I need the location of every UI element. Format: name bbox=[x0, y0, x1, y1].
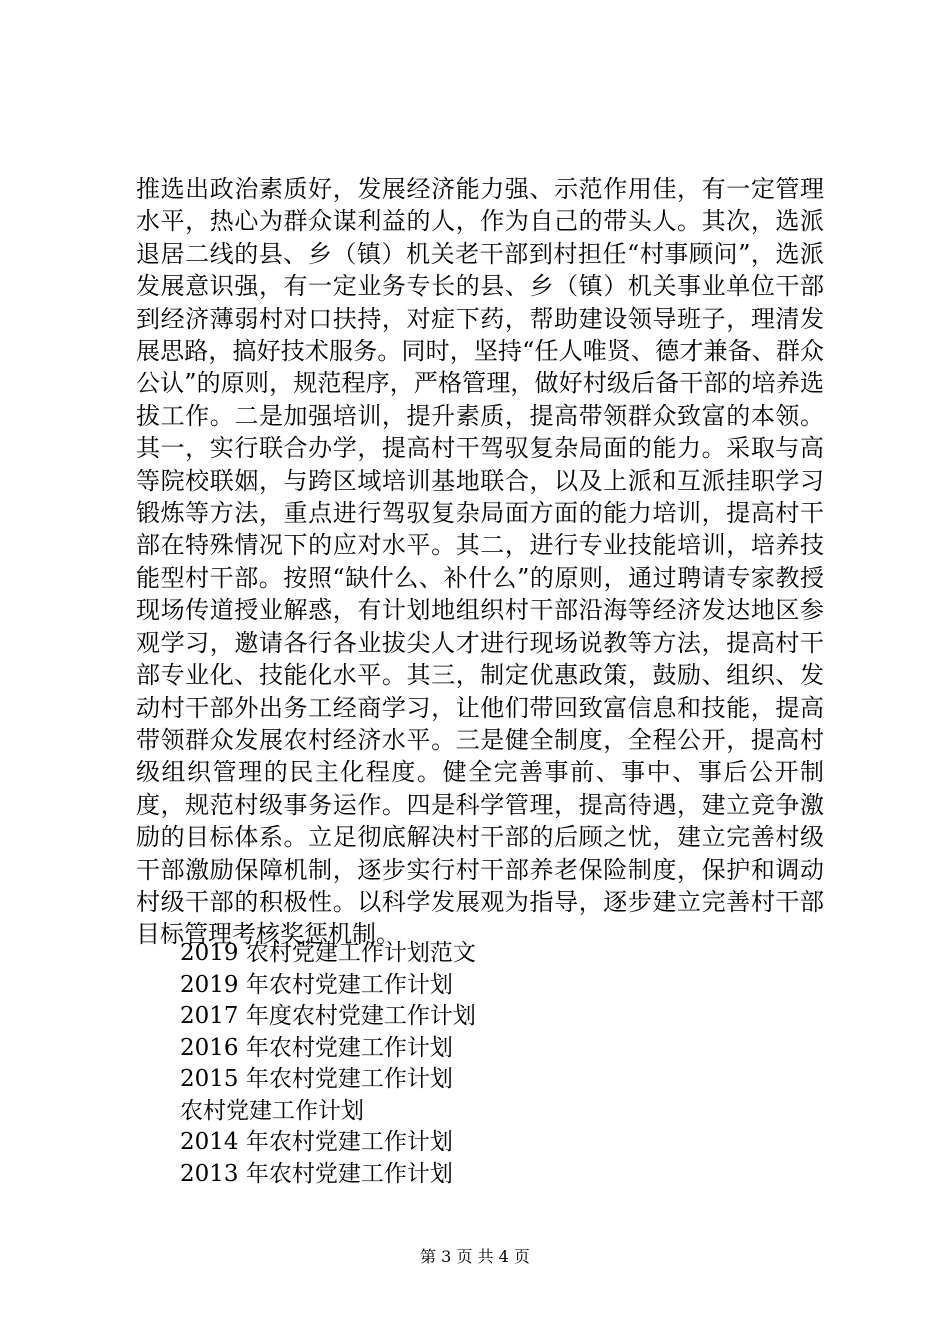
related-link[interactable]: 2017 年度农村党建工作计划 bbox=[180, 1003, 476, 1029]
related-link[interactable]: 农村党建工作计划 bbox=[180, 1097, 364, 1124]
related-link[interactable]: 2013 年农村党建工作计划 bbox=[180, 1160, 453, 1187]
body-paragraph: 推选出政治素质好，发展经济能力强、示范作用佳，有一定管理水平，热心为群众谋利益的人，作为自己的带头人。其次，选派退居二线的县、乡（镇）机关老干部到村担任“村事顾问”，选派发展意识强，有一定业务专长的县、乡（镇）机关事业单位干部到经济薄弱村对口扶持，对症下药，帮助建设领导班子，理清发展思路，搞好技术服务。同时，坚持“任人唯贤、德才兼备、群众公认”的原则，规范程序，严格管理，做好村级后备干部的培养选拔工作。二是加强培训，提升素质，提高带领群众致富的本领。其一，实行联合办学，提高村干驾驭复杂局面的能力。采取与高等院校联姻，与跨区域培训基地联合，以及上派和互派挂职学习锻炼等方法，重点进行驾驭复杂局面方面的能力培训，提高村干部在特殊情况下的应对水平。其二，进行专业技能培训，培养技能型村干部。按照“缺什么、补什么”的原则，通过聘请专家教授现场传道授业解惑，有计划地组织村干部沿海等经济发达地区参观学习，邀请各行各业拔尖人才进行现场说教等方法，提高村干部专业化、技能化水平。其三，制定优惠政策，鼓励、组织、发动村干部外出务工经商学习，让他们带回致富信息和技能，提高带领群众发展农村经济水平。三是健全制度，全程公开，提高村级组织管理的民主化程度。健全完善事前、事中、事后公开制度，规范村级事务运作。四是科学管理，提高待遇，建立竞争激励的目标体系。立足彻底解决村干部的后顾之忧，建立完善村级干部激励保障机制，逐步实行村干部养老保险制度，保护和调动村级干部的积极性。以科学发展观为指导，逐步建立完善村干部目标管理考核奖惩机制。 bbox=[136, 175, 824, 949]
related-link[interactable]: 2016 年农村党建工作计划 bbox=[180, 1034, 453, 1061]
related-link[interactable]: 2019 年农村党建工作计划 bbox=[180, 971, 453, 998]
related-link[interactable]: 2019 农村党建工作计划范文 bbox=[180, 940, 476, 966]
related-links-list bbox=[180, 938, 476, 1190]
related-link[interactable]: 2015 年农村党建工作计划 bbox=[180, 1066, 453, 1092]
related-link[interactable]: 2014 年农村党建工作计划 bbox=[180, 1129, 453, 1155]
page-footer: 第 3 页 共 4 页 bbox=[420, 1247, 530, 1266]
